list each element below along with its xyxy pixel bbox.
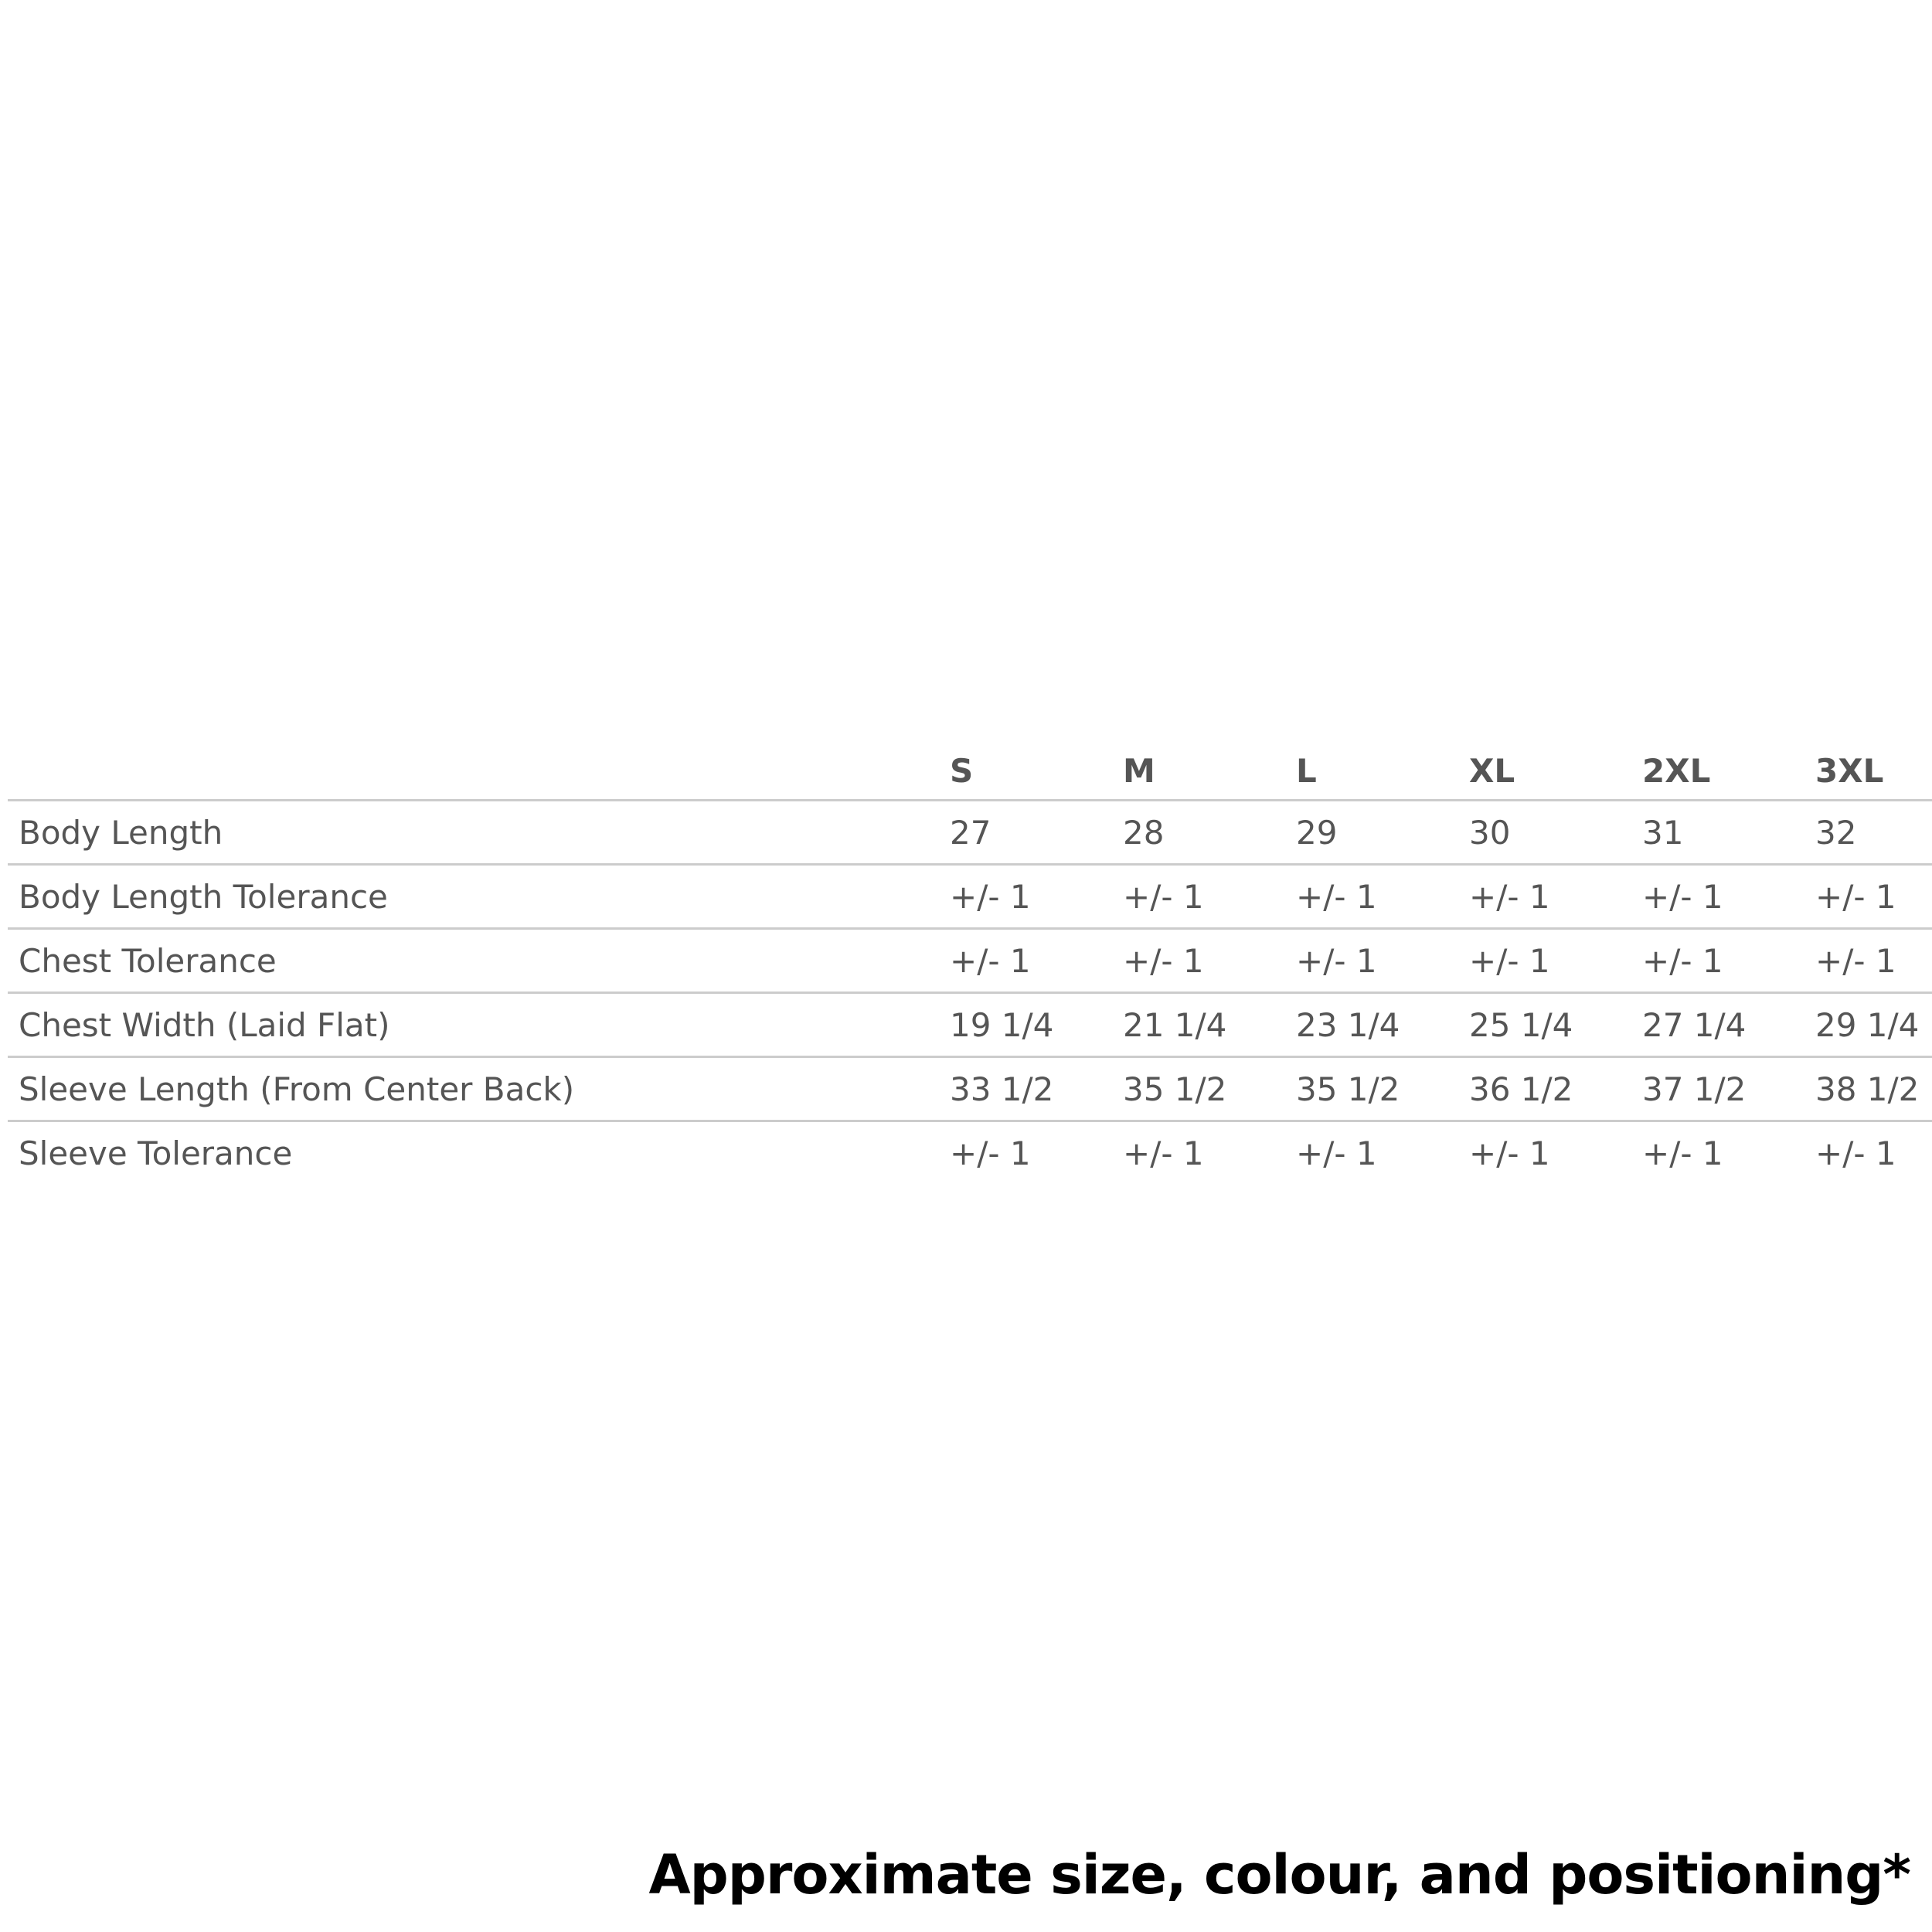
table-cell: +/- 1 — [1112, 865, 1285, 929]
table-row-body-length — [8, 801, 1932, 865]
table-cell: 27 — [939, 801, 1112, 865]
table-cell: +/- 1 — [1112, 929, 1285, 993]
table-cell: +/- 1 — [1631, 865, 1804, 929]
table-cell: 37 1/2 — [1631, 1057, 1804, 1121]
table-cell: 38 1/2 — [1804, 1057, 1932, 1121]
table-row-body-length-tolerance — [8, 865, 1932, 929]
table-cell: +/- 1 — [939, 929, 1112, 993]
table-cell: +/- 1 — [1285, 865, 1458, 929]
table-row-sleeve-length — [8, 1057, 1932, 1121]
row-label: Chest Tolerance — [8, 929, 939, 993]
table-cell: 29 1/4 — [1804, 993, 1932, 1057]
size-chart-table — [8, 742, 1932, 1184]
table-cell: +/- 1 — [950, 1134, 1031, 1172]
table-cell: 25 1/4 — [1458, 993, 1631, 1057]
table-cell: 35 1/2 — [1112, 1057, 1285, 1121]
table-cell: +/- 1 — [939, 865, 1112, 929]
table-cell: 33 1/2 — [939, 1057, 1112, 1121]
table-cell: 19 1/4 — [939, 993, 1112, 1057]
row-label: Body Length Tolerance — [8, 865, 939, 929]
table-cell: 30 — [1458, 801, 1631, 865]
table-cell: +/- 1 — [1285, 929, 1458, 993]
size-header-xl: XL — [1458, 742, 1631, 801]
table-cell: +/- 1 — [1123, 1134, 1204, 1172]
size-header-s: S — [939, 742, 1112, 801]
table-cell: 35 1/2 — [1285, 1057, 1458, 1121]
table-cell: 31 — [1631, 801, 1804, 865]
size-header-row — [8, 742, 1932, 801]
size-header-m: M — [1112, 742, 1285, 801]
header-blank-cell — [8, 742, 939, 801]
table-cell: 36 1/2 — [1458, 1057, 1631, 1121]
table-row-sleeve-tolerance — [8, 1121, 1932, 1185]
table-cell: 23 1/4 — [1285, 993, 1458, 1057]
size-header-3xl: 3XL — [1804, 742, 1932, 801]
row-label: Body Length — [8, 801, 939, 865]
table-cell: +/- 1 — [1458, 865, 1631, 929]
table-cell: +/- 1 — [1804, 929, 1932, 993]
size-header-2xl: 2XL — [1631, 742, 1804, 801]
table-cell: 32 — [1804, 801, 1932, 865]
table-cell: 27 1/4 — [1631, 993, 1804, 1057]
table-cell: +/- 1 — [1296, 1134, 1377, 1172]
row-label: Sleeve Tolerance — [19, 1134, 293, 1172]
table-row-chest-width — [8, 993, 1932, 1057]
table-cell: +/- 1 — [1458, 929, 1631, 993]
table-cell: 29 — [1285, 801, 1458, 865]
table-row-chest-tolerance — [8, 929, 1932, 993]
table-cell: 28 — [1112, 801, 1285, 865]
row-label: Sleeve Length (From Center Back) — [8, 1057, 939, 1121]
table-cell: +/- 1 — [1815, 1134, 1896, 1172]
approximate-disclaimer: Approximate size, colour, and positioning* — [648, 1843, 1910, 1906]
table-cell: +/- 1 — [1469, 1134, 1550, 1172]
table-cell: 21 1/4 — [1112, 993, 1285, 1057]
row-label: Chest Width (Laid Flat) — [8, 993, 939, 1057]
table-cell: +/- 1 — [1631, 929, 1804, 993]
size-header-l: L — [1285, 742, 1458, 801]
table-cell: +/- 1 — [1642, 1134, 1723, 1172]
table-cell: +/- 1 — [1804, 865, 1932, 929]
